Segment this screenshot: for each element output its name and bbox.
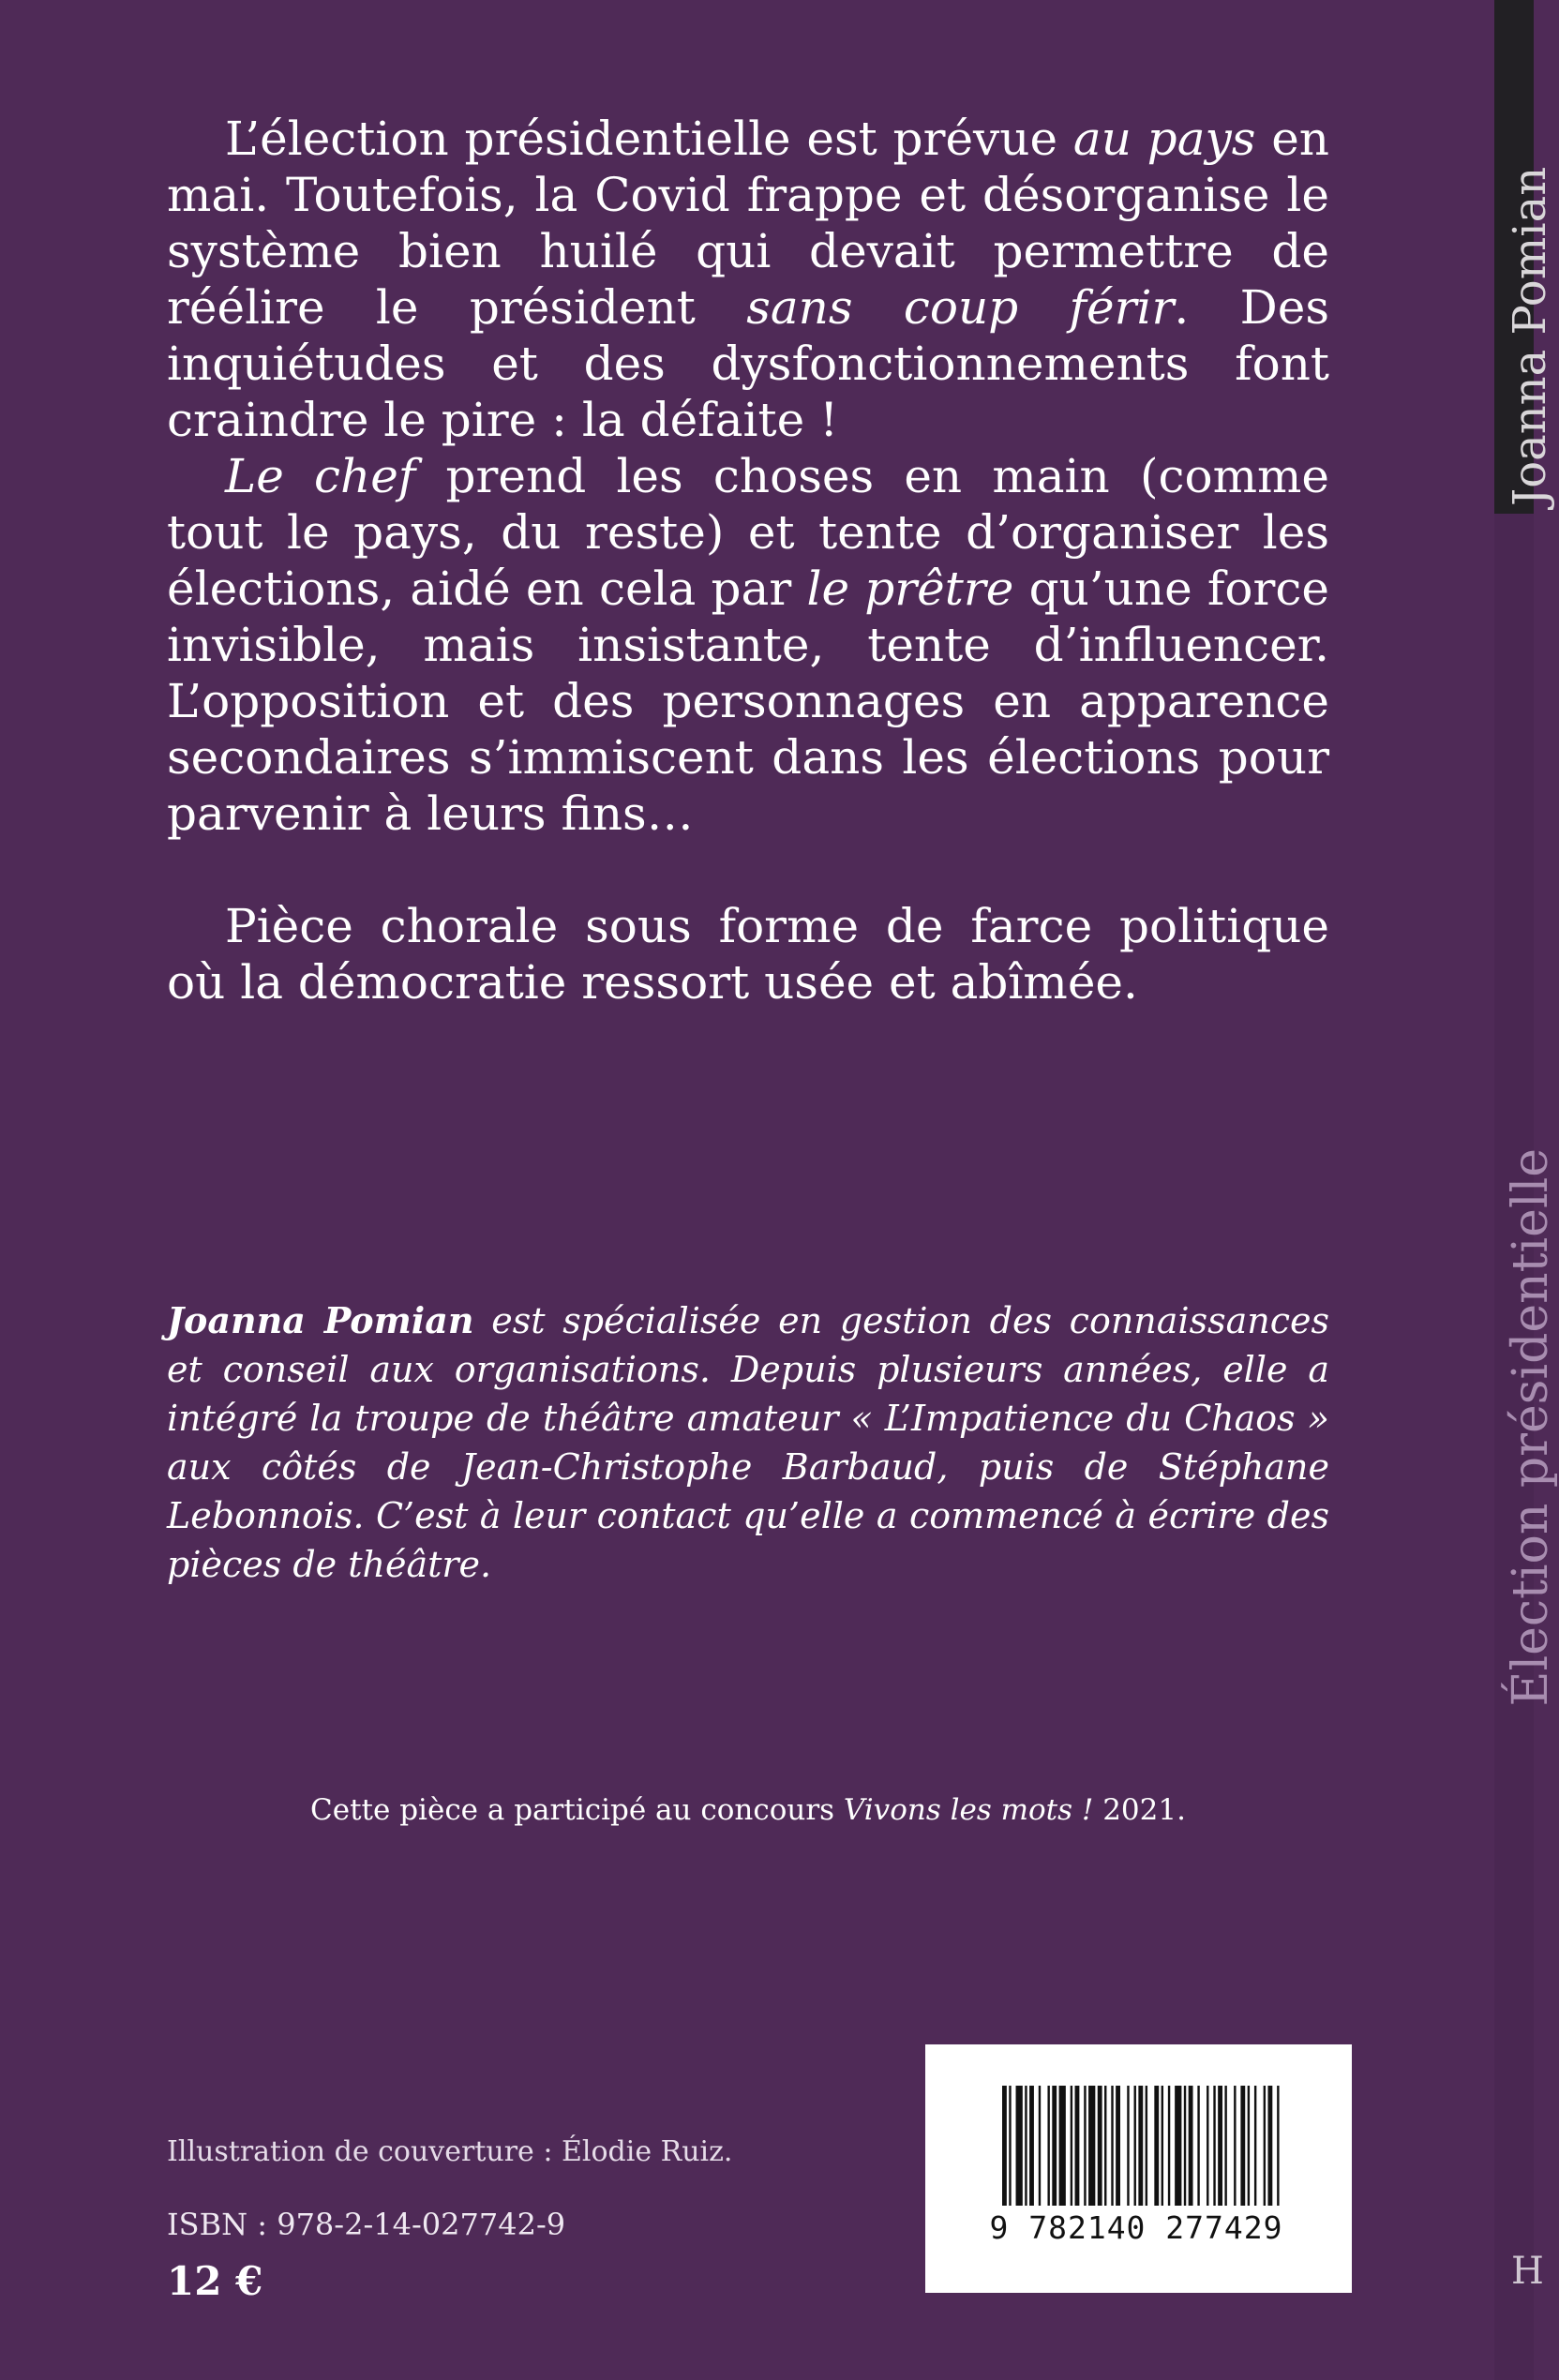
blurb-emphasis: le prêtre [806,561,1014,616]
contest-year: 2021. [1093,1793,1186,1827]
blurb-emphasis: Le chef [225,449,416,503]
barcode-bar [1029,2086,1034,2206]
barcode-bar [1175,2086,1181,2206]
barcode-bar [1088,2086,1095,2206]
spine-title [1500,1059,1559,1706]
blurb-paragraph-2 [167,448,1329,842]
author-bio [167,1296,1329,1589]
barcode-bar [1154,2086,1159,2206]
barcode-bar [1146,2086,1147,2206]
author-bio-text: est spécialisée en gestion des connaissances et conseil aux organisations. Depuis plusieurs années, elle a intégré la troupe de théâtre amateur « L’Impatience du Chaos » aux côtés de Jean-Christophe Barbaud, puis de Stéphane Lebonnois. C’est à leur contact qu’elle a commencé à écrire des pièces de théâtre. [167,1300,1329,1585]
barcode-bar [1052,2086,1057,2206]
blurb [167,111,1329,1010]
barcode-bar [1264,2086,1266,2206]
barcode-bar [1059,2086,1066,2206]
blurb-text: qu’une force invisible, mais insistante, tente d’influencer. L’opposition et des personnages en apparence secondaires s’immiscent dans les élections pour parvenir à leurs fins… [167,561,1329,841]
barcode-bar [1039,2086,1041,2206]
barcode-bar [1016,2086,1023,2206]
illustration-credit: Illustration de couverture : Élodie Ruiz. [167,2135,733,2168]
barcode-bar [1189,2086,1193,2206]
barcode-bar [1207,2086,1208,2206]
spine-title-text: Élection présidentielle [1503,1147,1559,1706]
barcode-bar [1213,2086,1215,2206]
price: 12 € [167,2258,263,2304]
barcode-bar [1168,2086,1170,2206]
barcode-bar [1224,2086,1226,2206]
barcode-bar [1009,2086,1011,2206]
blurb-text: L’élection présidentielle est prévue [225,112,1073,166]
isbn: ISBN : 978-2-14-027742-9 [167,2207,566,2242]
blurb-text: en mai. Toutefois, la Covid frappe et désorganise le système bien huilé qui devait permettre de réélire le président [167,112,1329,335]
barcode-bar [1197,2086,1199,2206]
spine-publisher-text: H [1511,2250,1544,2293]
barcode-bar [1277,2086,1279,2206]
spine-publisher-logo [1511,2250,1544,2306]
barcode-bar [1248,2086,1250,2206]
barcode-bar [1098,2086,1102,2206]
barcode-bar [1267,2086,1272,2206]
spine-author-text: Joanna Pomian [1504,166,1556,506]
barcode-bar [1002,2086,1007,2206]
blurb-text: . Des inquiétudes et des dysfonctionnements font craindre le pire : la défaite ! [167,280,1329,447]
barcode-bar [1127,2086,1129,2206]
barcode [925,2044,1352,2293]
barcode-bar [1218,2086,1222,2206]
barcode-bar [1138,2086,1143,2206]
barcode-bar [1116,2086,1120,2206]
barcode-bar [1254,2086,1256,2206]
barcode-digits: 9 782140 277429 [989,2209,1283,2246]
blurb-emphasis: au pays [1072,112,1256,166]
author-name: Joanna Pomian [167,1299,474,1341]
barcode-bar [1071,2086,1072,2206]
barcode-bar [1084,2086,1086,2206]
blurb-paragraph-3: Pièce chorale sous forme de farce politique où la démocratie ressort usée et abîmée. [167,899,1329,1010]
blurb-paragraph-1 [167,111,1329,448]
blurb-text: prend les choses en main (comme tout le pays, du reste) et tente d’organiser les élections, aidé en cela par [167,449,1329,616]
barcode-bars [1002,2086,1282,2206]
barcode-bar [1240,2086,1245,2206]
spine-author [1500,19,1556,506]
barcode-bar [1234,2086,1236,2206]
blurb-emphasis: sans coup férir [746,280,1175,335]
barcode-bar [1111,2086,1113,2206]
barcode-bar [1184,2086,1186,2206]
barcode-bar [1134,2086,1136,2206]
barcode-bar [1047,2086,1049,2206]
contest-text: Cette pièce a participé au concours [310,1793,844,1827]
contest-note [167,1791,1329,1829]
barcode-bar [1075,2086,1080,2206]
contest-title: Vivons les mots ! [843,1793,1094,1827]
barcode-bar [1104,2086,1106,2206]
barcode-bar [1162,2086,1163,2206]
barcode-bar [1025,2086,1027,2206]
